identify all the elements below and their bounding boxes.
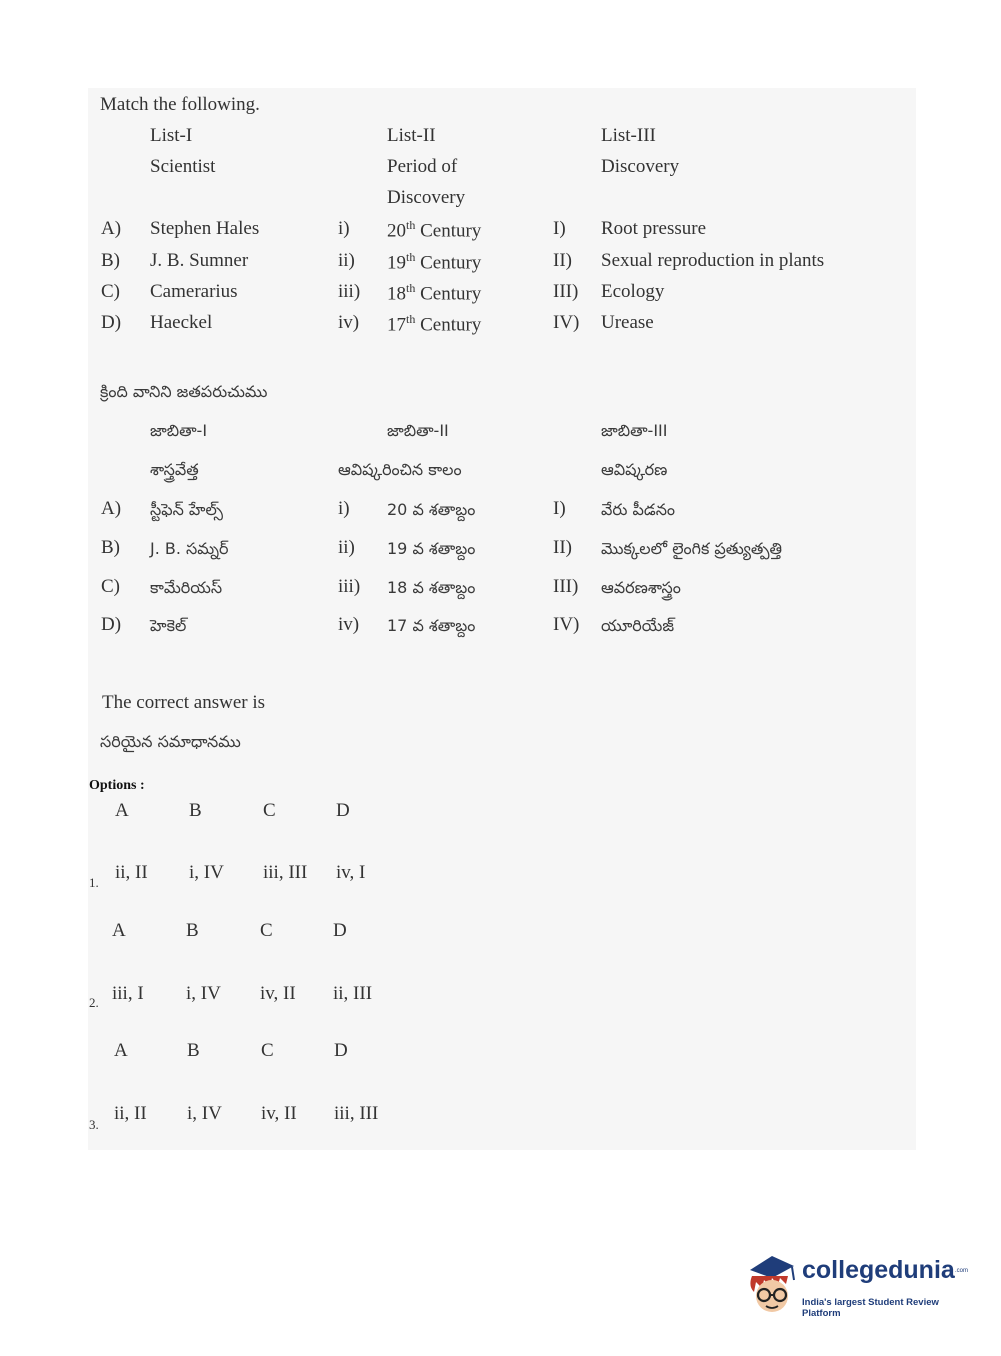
question-title-te: క్రింది వానిని జతపరుచుము (100, 382, 268, 401)
te-list2-subheader: ఆవిష్కరించిన కాలం (338, 460, 462, 479)
discovery-name: Ecology (601, 281, 665, 302)
option-value: ii, II (115, 862, 148, 883)
roman-label: iii) (338, 281, 361, 302)
option-col-header: D (336, 800, 350, 821)
list3-subheader: Discovery (601, 156, 680, 177)
option-value: iii, III (334, 1103, 379, 1124)
roman-label: iii) (338, 576, 361, 597)
row-letter: D) (101, 614, 122, 635)
caps-roman-label: III) (553, 281, 579, 302)
roman-label: ii) (338, 250, 355, 271)
option-col-header: B (189, 800, 202, 821)
roman-label: iv) (338, 312, 360, 333)
row-letter: C) (101, 281, 120, 302)
mascot-icon (742, 1252, 802, 1318)
te-list1-subheader: శాస్త్రవేత్త (150, 460, 199, 479)
discovery-name: Urease (601, 312, 654, 333)
option-value: iv, II (261, 1103, 297, 1124)
scientist-name: Stephen Hales (150, 218, 260, 239)
option-col-header: A (115, 800, 129, 821)
te-scientist-name: హెకెల్ (150, 616, 187, 635)
te-discovery-name: వేరు పీడనం (601, 500, 676, 519)
list3-header: List-III (601, 125, 656, 146)
option-col-header: D (334, 1040, 348, 1061)
row-letter: A) (101, 498, 122, 519)
option-value: iv, II (260, 983, 296, 1004)
caps-roman-label: III) (553, 576, 579, 597)
logo-wordmark: collegedunia (802, 1256, 955, 1284)
caps-roman-label: II) (553, 537, 572, 558)
option-col-header: D (333, 920, 347, 941)
century-period: 18th Century (387, 281, 482, 305)
te-list1-header: జాబితా-I (150, 421, 208, 440)
century-period: 20th Century (387, 218, 482, 242)
list1-header: List-I (150, 125, 193, 146)
answer-prompt-en: The correct answer is (102, 692, 266, 713)
te-scientist-name: J. B. సమ్నర్ (150, 539, 229, 558)
row-letter: B) (101, 537, 120, 558)
option-col-header: B (186, 920, 199, 941)
te-discovery-name: యూరియేజ్ (601, 616, 675, 635)
scientist-name: J. B. Sumner (150, 250, 249, 271)
option-col-header: B (187, 1040, 200, 1061)
te-century-period: 19 వ శతాబ్దం (387, 539, 476, 558)
logo-tagline: India's largest Student Review Platform (802, 1297, 939, 1319)
option-value: iii, I (112, 983, 144, 1004)
te-discovery-name: ఆవరణశాస్త్రం (601, 578, 681, 597)
option-number[interactable]: 1. (89, 875, 99, 890)
row-letter: C) (101, 576, 120, 597)
te-scientist-name: స్టీఫెన్ హేల్స్ (150, 500, 223, 519)
option-value: iv, I (336, 862, 366, 883)
caps-roman-label: I) (553, 218, 566, 239)
te-century-period: 20 వ శతాబ్దం (387, 500, 476, 519)
century-period: 19th Century (387, 250, 482, 274)
options-label: Options : (89, 778, 145, 793)
list2-header: List-II (387, 125, 436, 146)
caps-roman-label: IV) (553, 312, 580, 333)
te-century-period: 18 వ శతాబ్దం (387, 578, 476, 597)
discovery-name: Sexual reproduction in plants (601, 250, 825, 271)
scientist-name: Haeckel (150, 312, 213, 333)
te-scientist-name: కామేరియస్ (150, 578, 223, 597)
te-discovery-name: మొక్కలలో లైంగిక ప్రత్యుత్పత్తి (601, 539, 783, 558)
logo-domain-suffix: .com (955, 1268, 969, 1274)
te-list2-header: జాబితా-II (387, 421, 449, 440)
option-value: ii, II (114, 1103, 147, 1124)
answer-prompt-te: సరియైన సమాధానము (100, 732, 241, 751)
list2-subheader-1: Period of (387, 156, 458, 177)
scientist-name: Camerarius (150, 281, 238, 302)
roman-label: i) (338, 218, 350, 239)
row-letter: D) (101, 312, 122, 333)
te-list3-subheader: ఆవిష్కరణ (601, 460, 668, 479)
option-value: iii, III (263, 862, 308, 883)
collegedunia-logo[interactable] (742, 1252, 972, 1324)
question-title-en: Match the following. (100, 94, 260, 115)
option-value: ii, III (333, 983, 373, 1004)
caps-roman-label: II) (553, 250, 572, 271)
row-letter: B) (101, 250, 120, 271)
list2-subheader-2: Discovery (387, 187, 466, 208)
option-col-header: C (263, 800, 276, 821)
option-col-header: C (260, 920, 273, 941)
te-list3-header: జాబితా-III (601, 421, 668, 440)
discovery-name: Root pressure (601, 218, 707, 239)
list1-subheader: Scientist (150, 156, 216, 177)
te-century-period: 17 వ శతాబ్దం (387, 616, 476, 635)
caps-roman-label: IV) (553, 614, 580, 635)
option-col-header: C (261, 1040, 274, 1061)
caps-roman-label: I) (553, 498, 566, 519)
row-letter: A) (101, 218, 122, 239)
option-value: i, IV (189, 862, 224, 883)
century-period: 17th Century (387, 312, 482, 336)
roman-label: iv) (338, 614, 360, 635)
roman-label: i) (338, 498, 350, 519)
option-value: i, IV (187, 1103, 222, 1124)
roman-label: ii) (338, 537, 355, 558)
option-value: i, IV (186, 983, 221, 1004)
option-col-header: A (112, 920, 126, 941)
option-col-header: A (114, 1040, 128, 1061)
option-number[interactable]: 3. (89, 1117, 99, 1132)
option-number[interactable]: 2. (89, 995, 99, 1010)
